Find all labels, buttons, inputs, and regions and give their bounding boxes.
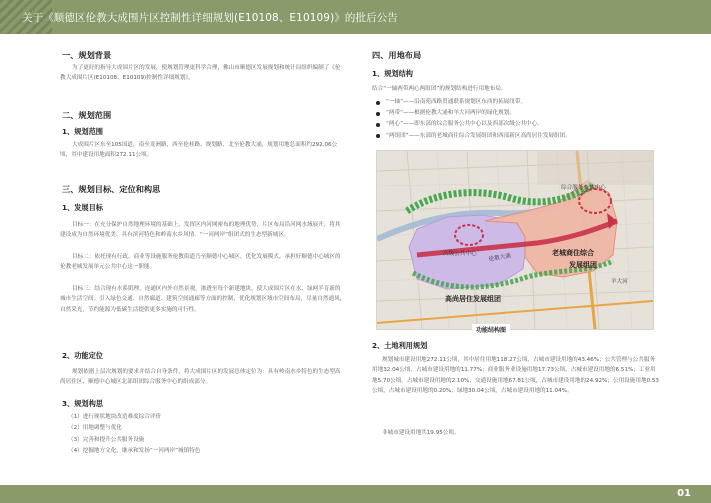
scope-text: 大成围片区东至105国道，南至龙洲路，西至伦桂路、规划路，北至伦教大涌，规划用地总面积约292.06公顷，其中建设用地面积272.11公顷。 [60, 142, 338, 159]
function-structure-map [376, 150, 654, 330]
page-title: 关于《顺德区伦教大成围片区控制性详细规划(E10108、E10109)》的批后公告 [22, 12, 398, 24]
list-item: （1）进行现状地块改造难度综合评价 [68, 414, 162, 420]
subsection-function: 2、功能定位 [62, 351, 103, 360]
goal-two-text: 目标二：依托现有行政、商业等设施服务伦教街道乃至顺德中心城区，优化发展模式，承担好顺德中心城区的伦教老城发展单元公共中心这一职能。 [60, 254, 341, 271]
map-label-comprehensive-center: 综合服务公共中心 [561, 185, 606, 191]
list-item: （3）完善和提升公共服务设施 [68, 436, 145, 443]
list-item: （2）用地调整与优化 [68, 425, 122, 432]
list-item: “两带”——根据伦教大涌和羊大河两岸的绿化规划。 [374, 108, 571, 119]
subsection-structure: 1、规划结构 [372, 69, 413, 78]
right-column [362, 41, 662, 483]
section-title-scope: 二、规划范围 [62, 110, 112, 120]
footer-bar [0, 485, 711, 503]
map-label-river-2: 羊大河 [611, 279, 628, 285]
section-title-layout: 四、用地布局 [372, 50, 422, 60]
subsection-scope: 1、规划范围 [62, 127, 103, 136]
map-caption: 功能结构图 [472, 324, 510, 335]
map-label-residential: 高尚居住发展组团 [445, 295, 501, 303]
list-item: “两组团”——东部的老城商住综合发展组团和西部新区高尚居住发展组团。 [374, 131, 571, 142]
list-item: “一轴”——沿南苑西路贯通联系规划区东西的拓展纽带。 [374, 97, 571, 108]
non-urban-text: 非城市建设用地共19.95公顷。 [382, 430, 460, 436]
section-title-goals: 三、规划目标、定位和构思 [62, 184, 161, 194]
map-label-old-town-line1: 老城商住综合 [552, 249, 594, 257]
structure-list [374, 97, 571, 142]
subsection-goals: 1、发展目标 [62, 203, 103, 212]
left-column [56, 41, 351, 483]
map-label-river: 伦教大涌 [488, 253, 512, 263]
page-number: 01 [677, 488, 691, 499]
section-title-background: 一、规划背景 [62, 50, 112, 60]
map-graphic [377, 151, 653, 329]
land-use-text: 规划城市建设用地272.11公顷，其中居住用地118.27公顷，占城市建设用地的43.46%；公共管理与公共服务用地32.04公顷，占城市建设用地的11.77%；商业服务业设施用地17.73公顷，占城市建设用地的6.51%；工业用地5.70公顷，占城市建设用地的2.10%；交通设施用地67.81公顷，占城市建设用地的24.92%；公用设施用地0.53公顷，占城市建设用地的0.20%；绿地30.04公顷，占城市建设用地的11.04%。 [372, 357, 659, 395]
concept-list [68, 412, 200, 458]
map-label-secondary-center: 次级公共中心 [443, 251, 477, 257]
function-text: 规划依据上层次规划的要求并结合自身条件，将大成围片区的发展总体定位为：具有岭南水乡特色的生态型高尚居住区、顺德中心城区北部组团综合服务中心的组成部分。 [60, 369, 341, 386]
list-item: “两心”——即东部的综合服务公共中心以及西部次级公共中心。 [374, 119, 571, 130]
list-item: （4）挖掘地方文化，继承和发扬“一河两岸”城镇特色 [68, 448, 201, 455]
header-banner [0, 0, 711, 34]
map-label-old-town-line2: 发展组团 [569, 261, 597, 269]
goal-one-text: 目标一：在充分保护自然地理环境的基础上，发挥区内河网密布的地理优势，片区布局沿河网水域展开，将其建设成为自然环境优美、具有滨河特色和岭南水乡风情、“一河两岸”组团式的生态型新城区。 [60, 222, 341, 239]
subsection-concept: 3、规划构思 [62, 399, 103, 408]
structure-intro: 结合“一轴两带两心两组团”的规划结构进行用地布局。 [372, 86, 507, 92]
subsection-land-use: 2、土地利用规划 [372, 341, 428, 350]
background-text: 为了更好的指导大成围片区的发展，使规划管理更科学合理，佛山市顺德区发展规划和统计局组织编制了《伦教大成围片区(E10108、E10109)控制性详细规划》。 [60, 65, 341, 82]
goal-three-text: 目标三：结合现有水系肌理，连通区内外自然景观，渗透至每个新建地块，使大成围片区在水、绿网半育新的城市生活空间；引入绿色交通、自然廊道、建筑空间通廊等方面的控制，优化规划区域市空间布局，尽量自然通风，自然采光，节约能源为低碳生活提供更多实施的可行性。 [60, 286, 346, 313]
